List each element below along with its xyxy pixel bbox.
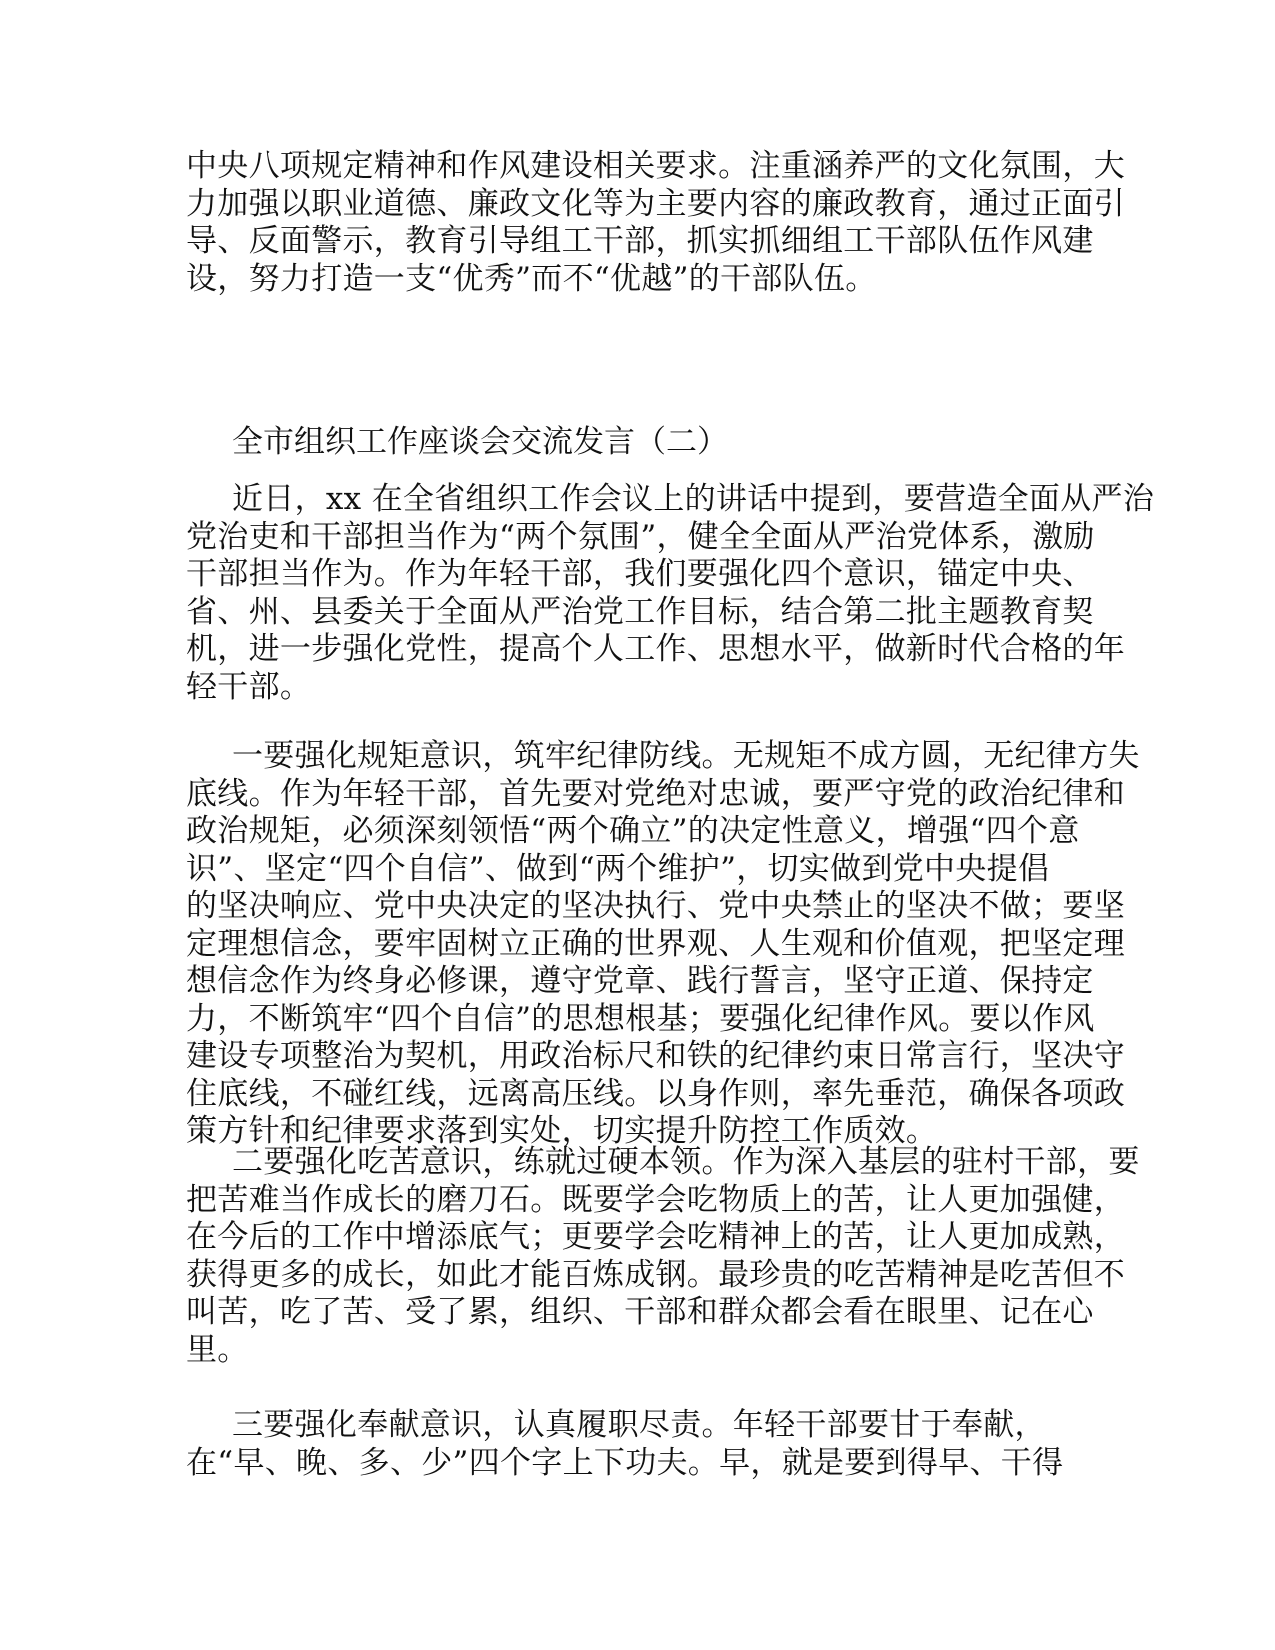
heading-text: 全市组织工作座谈会交流发言（二） [232, 424, 728, 460]
text-line: 轻干部。 [186, 668, 312, 705]
section-heading [186, 423, 1086, 461]
text-line: 把苦难当作成长的磨刀石。既要学会吃物质上的苦，让人更加强健， [186, 1181, 1125, 1218]
text-line: 获得更多的成长，如此才能百炼成钢。最珍贵的吃苦精神是吃苦但不 [186, 1256, 1125, 1293]
point-three-paragraph [186, 1407, 1086, 1482]
text-line: 近日，xx 在全省组织工作会议上的讲话中提到，要营造全面从严治 [232, 481, 1155, 517]
text-line: 识”、坚定“四个自信”、做到“两个维护”，切实做到党中央提倡 [186, 850, 1050, 887]
text-line: 的坚决响应、党中央决定的坚决执行、党中央禁止的坚决不做；要坚 [186, 888, 1125, 924]
text-line: 建设专项整治为契机，用政治标尺和铁的纪律约束日常言行，坚决守 [186, 1038, 1125, 1074]
text-line: 政治规矩，必须深刻领悟“两个确立”的决定性意义，增强“四个意 [186, 813, 1080, 849]
continuation-paragraph [186, 148, 1125, 298]
text-line: 在今后的工作中增添底气；更要学会吃精神上的苦，让人更加成熟， [186, 1219, 1125, 1255]
text-line: 党治吏和干部担当作为“两个氛围”，健全全面从严治党体系，激励 [186, 518, 1095, 555]
text-line: 住底线，不碰红线，远离高压线。以身作则，率先垂范，确保各项政 [186, 1075, 1125, 1112]
text-line: 底线。作为年轻干部，首先要对党绝对忠诚，要严守党的政治纪律和 [186, 775, 1125, 812]
text-line: 省、州、县委关于全面从严治党工作目标，结合第二批主题教育契 [186, 593, 1094, 630]
text-line: 一要强化规矩意识，筑牢纪律防线。无规矩不成方圆，无纪律方失 [232, 738, 1140, 774]
text-line: 在“早、晚、多、少”四个字上下功夫。早，就是要到得早、干得 [186, 1444, 1064, 1481]
text-line: 干部担当作为。作为年轻干部，我们要强化四个意识，锚定中央、 [186, 556, 1094, 592]
text-line: 想信念作为终身必修课，遵守党章、践行誓言，坚守正道、保持定 [186, 963, 1094, 999]
text-line: 里。 [186, 1331, 249, 1368]
text-line: 二要强化吃苦意识，练就过硬本领。作为深入基层的驻村干部，要 [232, 1144, 1140, 1180]
text-line: 三要强化奉献意识，认真履职尽责。年轻干部要甘于奉献， [232, 1407, 1046, 1443]
text-line: 力加强以职业道德、廉政文化等为主要内容的廉政教育，通过正面引 [186, 185, 1125, 222]
text-line: 设，努力打造一支“优秀”而不“优越”的干部队伍。 [186, 260, 877, 297]
text-line: 定理想信念，要牢固树立正确的世界观、人生观和价值观，把坚定理 [186, 925, 1125, 962]
text-line: 机，进一步强化党性，提高个人工作、思想水平，做新时代合格的年 [186, 631, 1125, 667]
text-line: 导、反面警示，教育引导组工干部，抓实抓细组工干部队伍作风建 [186, 223, 1094, 259]
text-line: 策方针和纪律要求落到实处，切实提升防控工作质效。 [186, 1113, 938, 1149]
point-one-paragraph [186, 738, 1140, 1151]
text-line: 力，不断筑牢“四个自信”的思想根基；要强化纪律作风。要以作风 [186, 1000, 1095, 1037]
text-line: 中央八项规定精神和作风建设相关要求。注重涵养严的文化氛围，大 [186, 148, 1125, 184]
intro-paragraph [186, 481, 1155, 706]
point-two-paragraph [186, 1144, 1140, 1369]
text-line: 叫苦，吃了苦、受了累，组织、干部和群众都会看在眼里、记在心 [186, 1294, 1094, 1330]
